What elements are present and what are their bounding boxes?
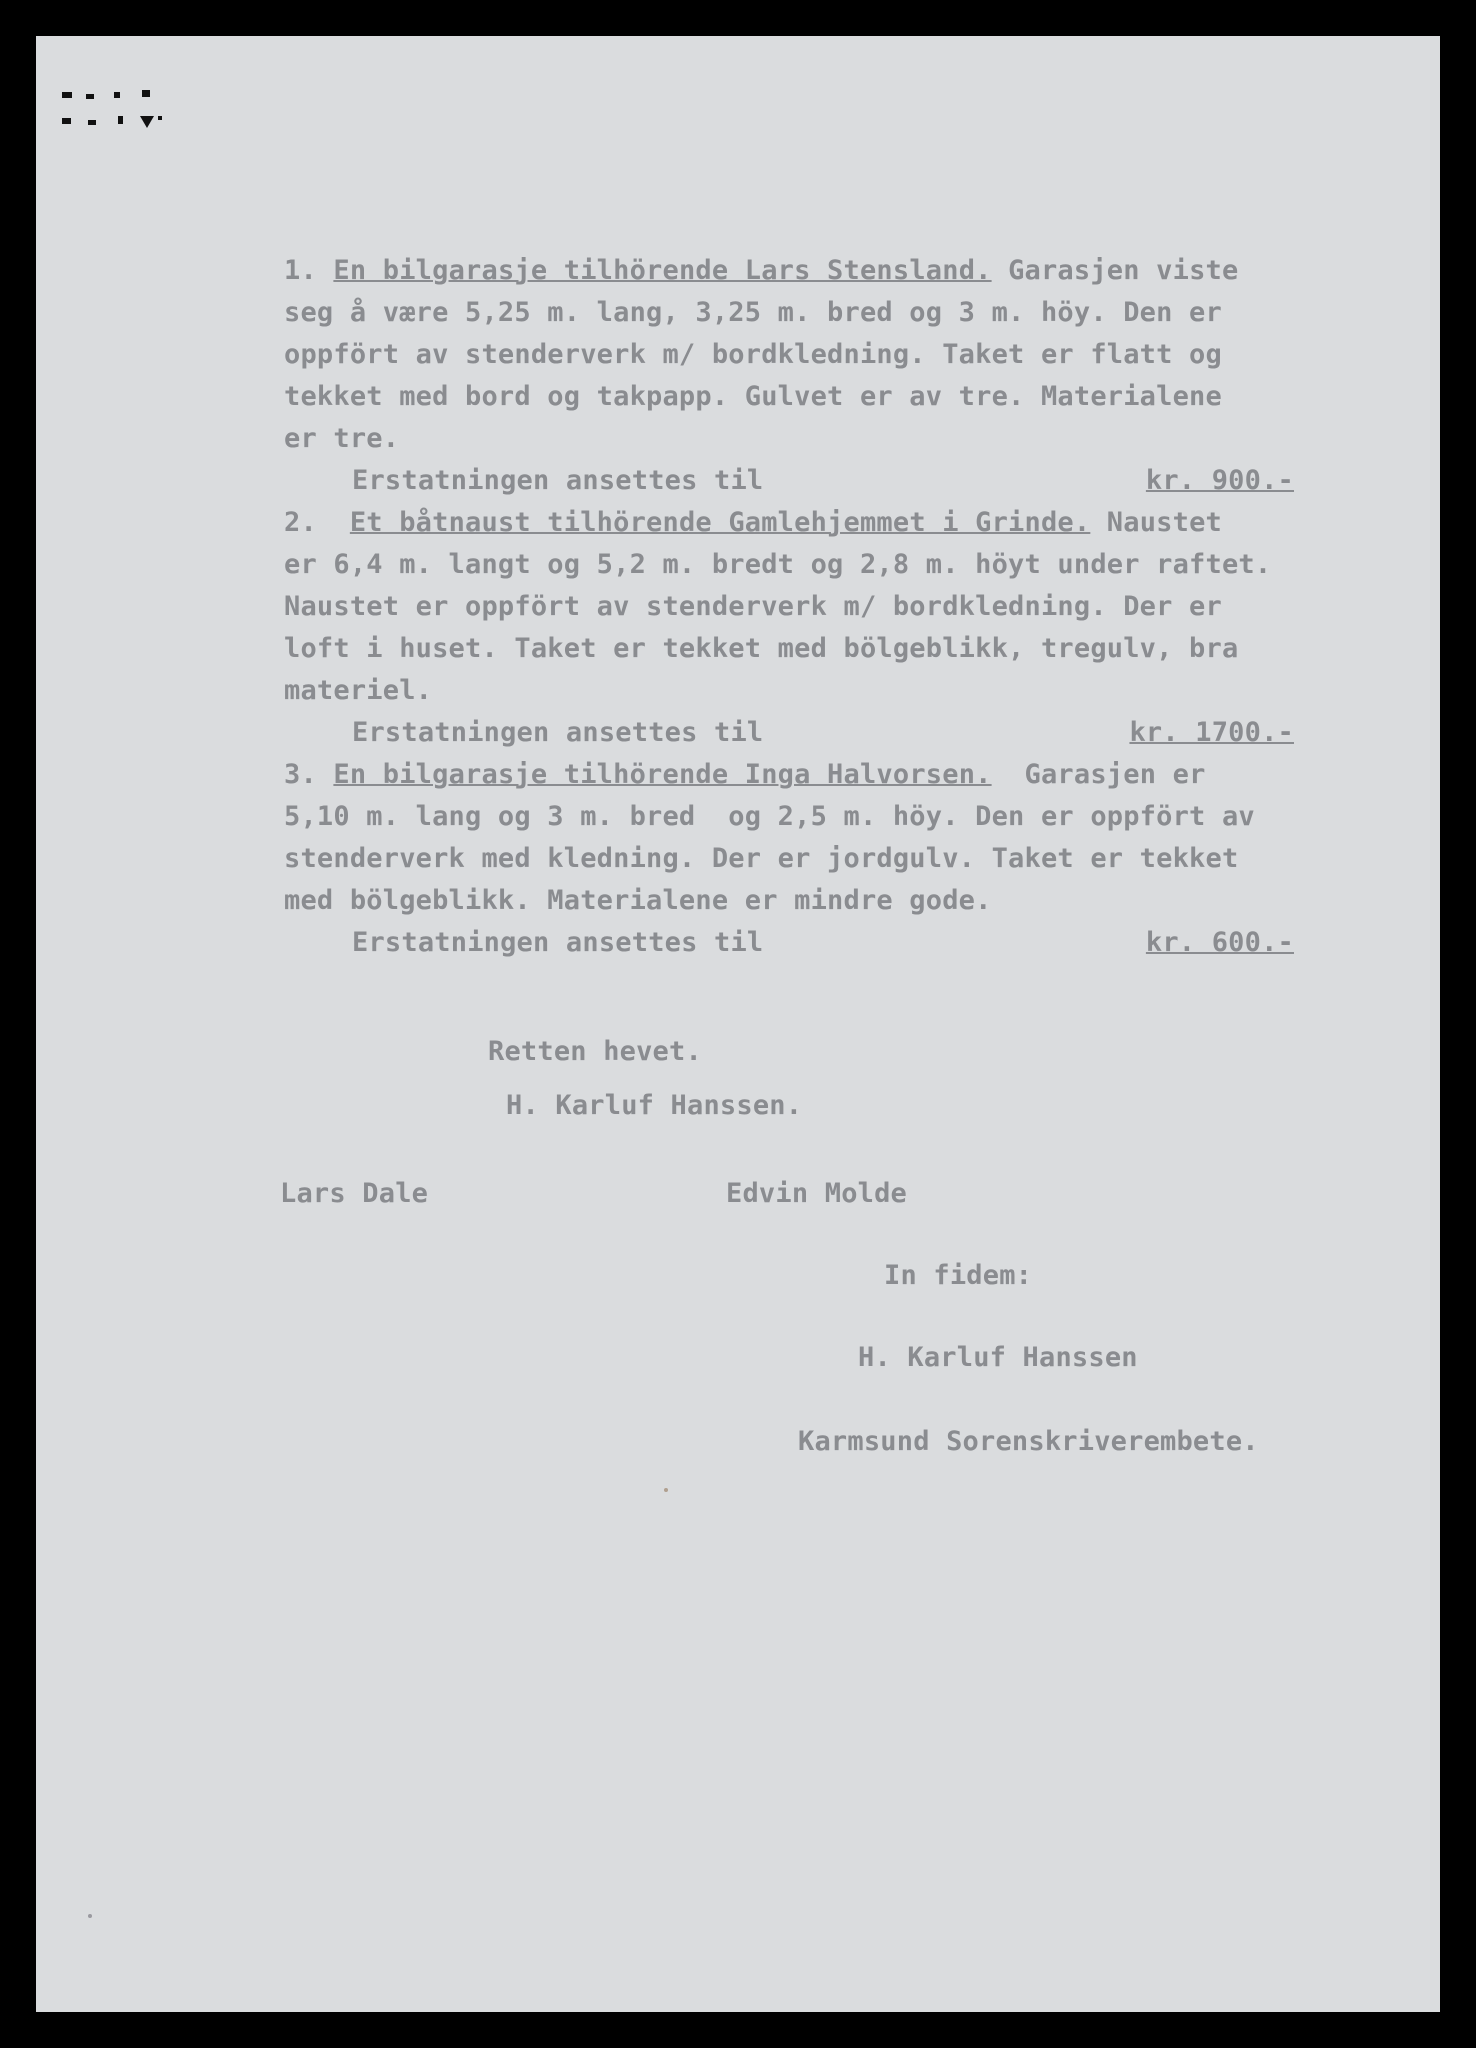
item-3-compensation-amount: kr. 600.- (1145, 927, 1294, 958)
item-1-line-5: er tre. (284, 423, 400, 454)
witness-left: Lars Dale (280, 1178, 429, 1209)
item-1-line-3: oppfört av stenderverk m/ bordkledning. Taket er flatt og (284, 339, 1222, 370)
item-2-line-3: loft i huset. Taket er tekket med bölgeblikk, tregulv, bra (284, 633, 1239, 664)
item-1-compensation-amount: kr. 900.- (1145, 465, 1294, 496)
closing-block (36, 36, 1440, 2012)
attest-name: H. Karluf Hanssen (858, 1342, 1138, 1373)
item-3-line-3: med bölgeblikk. Materialene er mindre gode. (284, 885, 992, 916)
item-2-heading: Et båtnaust tilhörende Gamlehjemmet i Grinde. (349, 507, 1091, 538)
paper-speck (88, 1914, 92, 1918)
office-name: Karmsund Sorenskriverembete. (798, 1426, 1259, 1457)
in-fidem: In fidem: (884, 1260, 1033, 1291)
item-2-number: 2. (284, 507, 317, 538)
court-adjourned: Retten hevet. (488, 1036, 702, 1067)
item-2-compensation-label: Erstatningen ansettes til (352, 717, 764, 748)
item-3-heading: En bilgarasje tilhörende Inga Halvorsen. (333, 759, 992, 790)
item-1-line-2: seg å være 5,25 m. lang, 3,25 m. bred og 3 m. höy. Den er (284, 297, 1222, 328)
item-2-line-4: materiel. (284, 675, 433, 706)
item-3-number: 3. (284, 759, 317, 790)
item-1-number: 1. (284, 255, 317, 286)
item-2-heading-rest: Naustet (1090, 507, 1222, 538)
witness-right: Edvin Molde (726, 1178, 908, 1209)
item-1-line-4: tekket med bord og takpapp. Gulvet er av tre. Materialene (284, 381, 1222, 412)
item-2-compensation-amount: kr. 1700.- (1129, 717, 1294, 748)
item-3-line-1: 5,10 m. lang og 3 m. bred og 2,5 m. höy. Den er oppfört av (284, 801, 1255, 832)
judge-name: H. Karluf Hanssen. (506, 1090, 803, 1121)
item-1-heading: En bilgarasje tilhörende Lars Stensland. (333, 255, 992, 286)
item-2-line-1: er 6,4 m. langt og 5,2 m. bredt og 2,8 m. höyt under raftet. (284, 549, 1272, 580)
item-1-compensation-label: Erstatningen ansettes til (352, 465, 764, 496)
item-3-compensation-label: Erstatningen ansettes til (352, 927, 764, 958)
item-3-heading-rest: Garasjen er (991, 759, 1206, 790)
paper-speck (664, 1488, 668, 1492)
item-3-line-2: stenderverk med kledning. Der er jordgulv. Taket er tekket (284, 843, 1239, 874)
item-1-heading-line: 1. En bilgarasje tilhörende Lars Stensland. Garasjen viste (284, 255, 1239, 286)
document-page (36, 36, 1440, 2012)
item-2-line-2: Naustet er oppfört av stenderverk m/ bordkledning. Der er (284, 591, 1222, 622)
